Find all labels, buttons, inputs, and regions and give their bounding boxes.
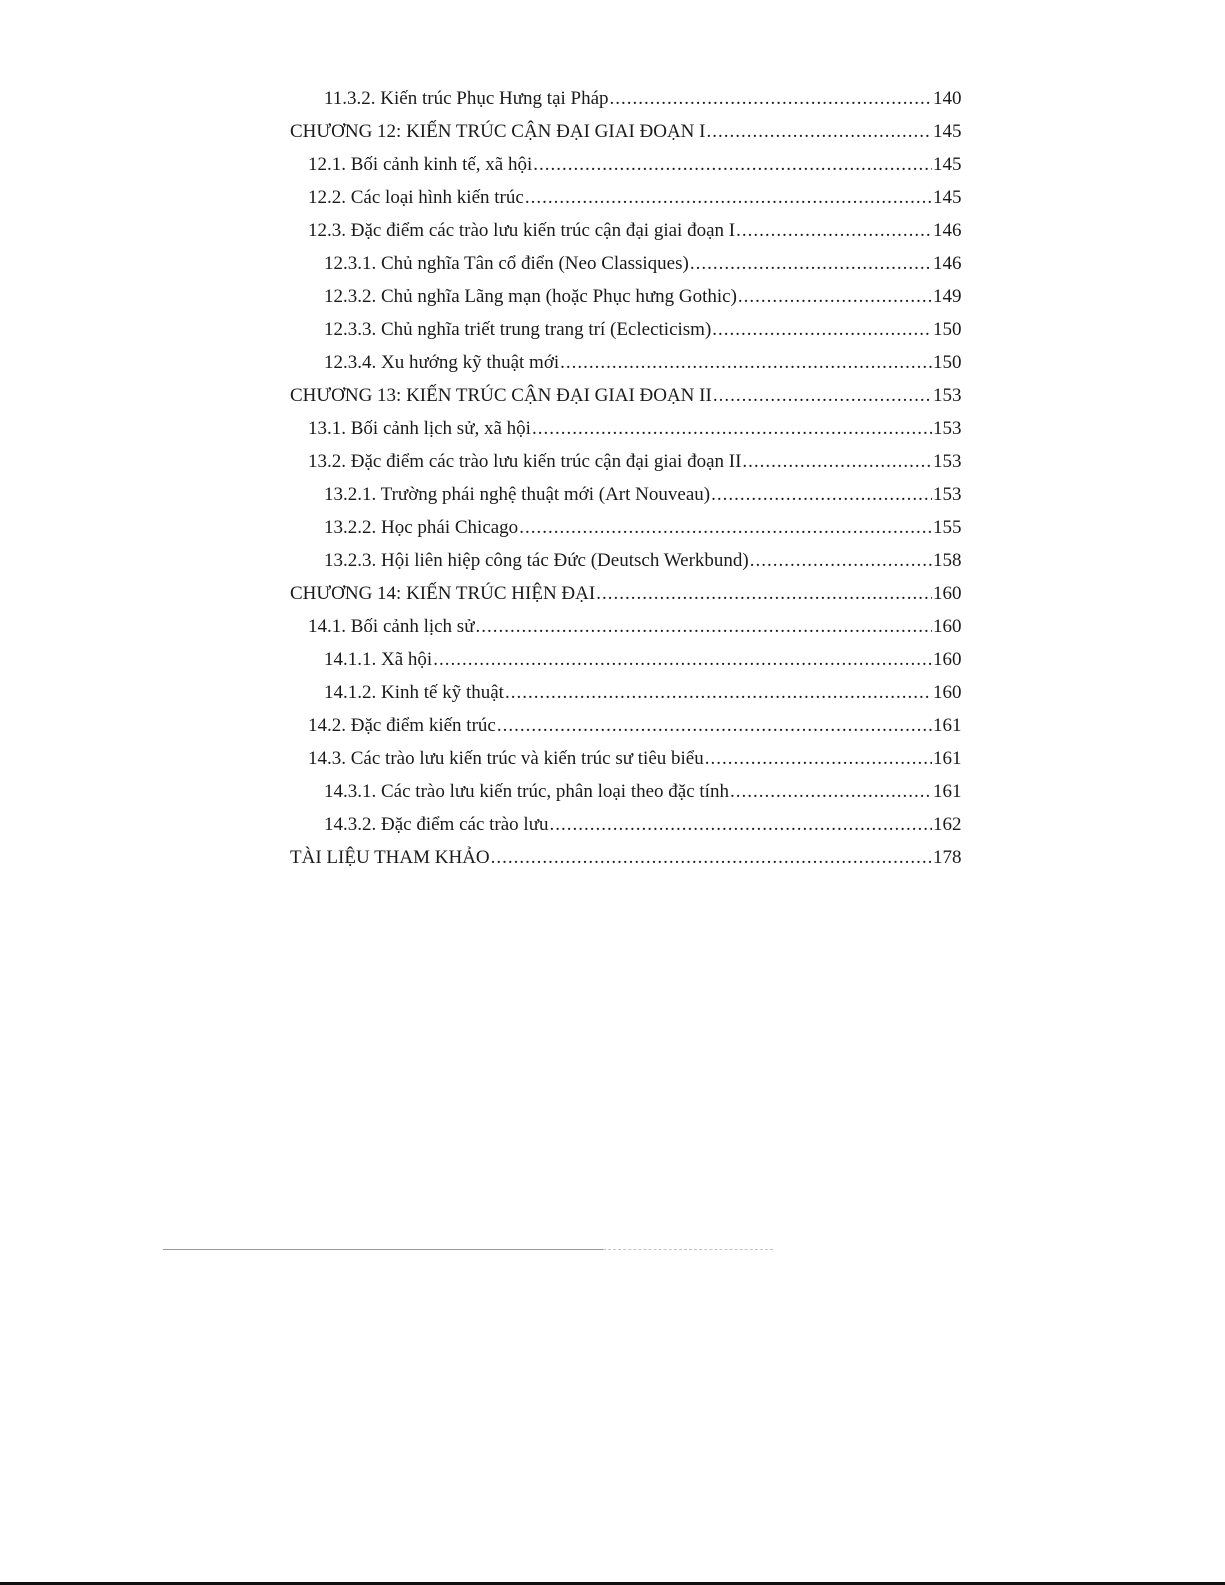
toc-entry (290, 313, 965, 346)
toc-entry-page: 161 (933, 781, 962, 802)
toc-entry (290, 412, 965, 445)
toc-entry (290, 247, 965, 280)
toc-entry-label: 11.3.2. Kiến trúc Phục Hưng tại Pháp (324, 88, 609, 109)
toc-entry-page: 153 (933, 418, 962, 439)
dot-leader (525, 181, 932, 214)
toc-entry-page: 140 (933, 88, 962, 109)
toc-entry-page: 162 (933, 814, 962, 835)
toc-entry (290, 808, 965, 841)
toc-entry-label: 13.2.2. Học phái Chicago (324, 517, 519, 538)
toc-entry (290, 346, 965, 379)
toc-entry (290, 511, 965, 544)
toc-entry-label: 13.2.3. Hội liên hiệp công tác Đức (Deutsch Werkbund) (324, 550, 749, 571)
footnote-separator-fade (603, 1249, 773, 1250)
dot-leader (730, 775, 932, 808)
dot-leader (519, 511, 932, 544)
toc-entry (290, 742, 965, 775)
toc-entry-page: 160 (933, 682, 962, 703)
dot-leader (736, 214, 932, 247)
dot-leader (491, 841, 932, 874)
toc-entry-page: 153 (933, 385, 962, 406)
dot-leader (497, 709, 932, 742)
toc-entry-page: 160 (933, 649, 962, 670)
toc-entry-page: 146 (933, 253, 962, 274)
dot-leader (596, 577, 932, 610)
toc-entry-label: 14.3.2. Đặc điểm các trào lưu (324, 814, 549, 835)
toc-entry-page: 146 (933, 220, 962, 241)
toc-chapter-entry (290, 577, 965, 610)
toc-entry-page: 161 (933, 748, 962, 769)
toc-entry-label: 12.3.3. Chủ nghĩa triết trung trang trí (Eclecticism) (324, 319, 712, 340)
toc-entry-label: 14.1. Bối cảnh lịch sử (308, 616, 475, 637)
dot-leader (433, 643, 932, 676)
toc-entry (290, 676, 965, 709)
dot-leader (505, 676, 932, 709)
toc-entry-label: TÀI LIỆU THAM KHẢO (290, 847, 490, 868)
dot-leader (533, 148, 932, 181)
toc-entry-label: 13.2.1. Trường phái nghệ thuật mới (Art Nouveau) (324, 484, 711, 505)
dot-leader (712, 313, 932, 346)
dot-leader (560, 346, 932, 379)
toc-entry (290, 214, 965, 247)
toc-entry-page: 150 (933, 352, 962, 373)
toc-entry-label: CHƯƠNG 13: KIẾN TRÚC CẬN ĐẠI GIAI ĐOẠN II (290, 385, 712, 406)
toc-entry-label: 12.3.1. Chủ nghĩa Tân cổ điển (Neo Classiques) (324, 253, 689, 274)
toc-chapter-entry (290, 379, 965, 412)
toc-entry-label: 12.3.4. Xu hướng kỹ thuật mới (324, 352, 560, 373)
toc-entry (290, 148, 965, 181)
toc-entry-page: 153 (933, 451, 962, 472)
dot-leader (690, 247, 932, 280)
dot-leader (742, 445, 932, 478)
toc-entry (290, 544, 965, 577)
toc-entry-label: 14.1.2. Kinh tế kỹ thuật (324, 682, 504, 703)
toc-entry-page: 161 (933, 715, 962, 736)
toc-entry-page: 158 (933, 550, 962, 571)
toc-entry-page: 178 (933, 847, 962, 868)
dot-leader (738, 280, 932, 313)
toc-entry-label: 14.1.1. Xã hội (324, 649, 433, 670)
dot-leader (713, 379, 932, 412)
dot-leader (706, 115, 932, 148)
toc-entry (290, 445, 965, 478)
toc-entry-page: 150 (933, 319, 962, 340)
toc-entry-page: 160 (933, 616, 962, 637)
dot-leader (705, 742, 932, 775)
toc-entry (290, 181, 965, 214)
toc-entry-page: 160 (933, 583, 962, 604)
toc-entry-label: 12.1. Bối cảnh kinh tế, xã hội (308, 154, 533, 175)
toc-entry-label: 13.2. Đặc điểm các trào lưu kiến trúc cận đại giai đoạn II (308, 451, 742, 472)
dot-leader (532, 412, 932, 445)
toc-entry-label: 14.3.1. Các trào lưu kiến trúc, phân loại theo đặc tính (324, 781, 729, 802)
toc-entry (290, 775, 965, 808)
toc-entry (290, 610, 965, 643)
footnote-separator (163, 1249, 603, 1250)
toc-chapter-entry (290, 115, 965, 148)
dot-leader (476, 610, 932, 643)
toc-entry-label: CHƯƠNG 12: KIẾN TRÚC CẬN ĐẠI GIAI ĐOẠN I (290, 121, 706, 142)
toc-entry-page: 145 (933, 154, 962, 175)
toc-entry-label: 14.3. Các trào lưu kiến trúc và kiến trúc sư tiêu biểu (308, 748, 704, 769)
toc-entry (290, 82, 965, 115)
toc-entry-page: 149 (933, 286, 962, 307)
toc-entry-label: 13.1. Bối cảnh lịch sử, xã hội (308, 418, 531, 439)
toc-entry-page: 153 (933, 484, 962, 505)
table-of-contents (290, 82, 965, 874)
toc-entry-label: 12.2. Các loại hình kiến trúc (308, 187, 524, 208)
toc-entry-label: 12.3. Đặc điểm các trào lưu kiến trúc cận đại giai đoạn I (308, 220, 736, 241)
toc-entry (290, 709, 965, 742)
toc-entry-label: CHƯƠNG 14: KIẾN TRÚC HIỆN ĐẠI (290, 583, 596, 604)
dot-leader (550, 808, 933, 841)
dot-leader (750, 544, 932, 577)
toc-chapter-entry (290, 841, 965, 874)
toc-entry-page: 145 (933, 121, 962, 142)
toc-entry (290, 280, 965, 313)
toc-entry (290, 478, 965, 511)
toc-entry-label: 12.3.2. Chủ nghĩa Lãng mạn (hoặc Phục hưng Gothic) (324, 286, 737, 307)
dot-leader (610, 82, 932, 115)
toc-entry (290, 643, 965, 676)
dot-leader (711, 478, 932, 511)
toc-entry-label: 14.2. Đặc điểm kiến trúc (308, 715, 496, 736)
toc-entry-page: 155 (933, 517, 962, 538)
toc-entry-page: 145 (933, 187, 962, 208)
